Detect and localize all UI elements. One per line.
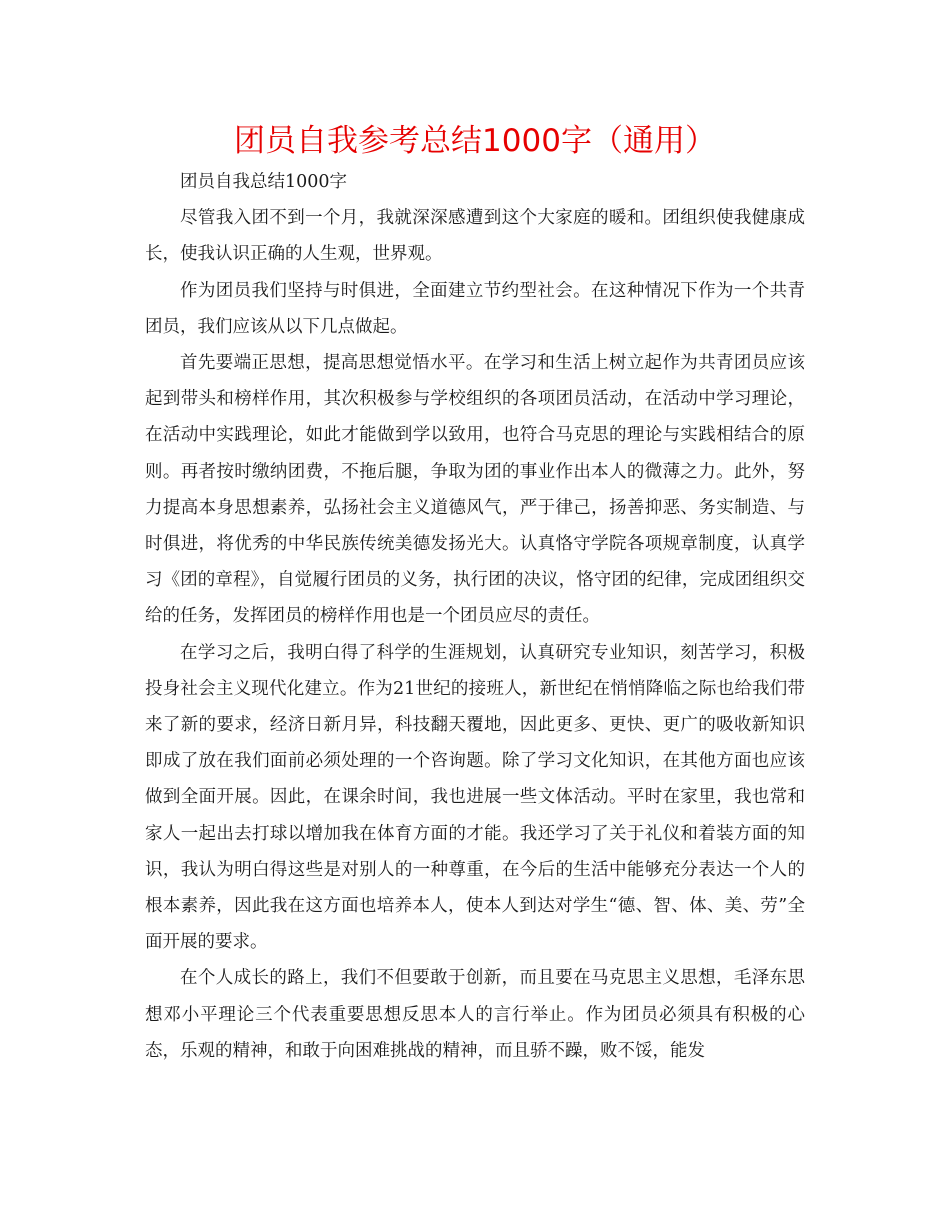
paragraph-1: 尽管我入团不到一个月，我就深深感遭到这个大家庭的暖和。团组织使我健康成长，使我认识正确的人生观，世界观。	[145, 208, 805, 265]
document-subtitle: 团员自我总结1000字	[180, 172, 348, 192]
document-title: 团员自我参考总结1000字（通用）	[234, 123, 716, 159]
document-page	[145, 118, 805, 1069]
paragraph-4: 在学习之后，我明白得了科学的生涯规划，认真研究专业知识，刻苦学习，积极投身社会主义现代化建立。作为21世纪的接班人，新世纪在悄悄降临之际也给我们带来了新的要求，经济日新月异，科技翻天覆地，因此更多、更快、更广的吸收新知识即成了放在我们面前必须处理的一个咨询题。除了学习文化知识，在其他方面也应该做到全面开展。因此，在课余时间，我也进展一些文体活动。平时在家里，我也常和家人一起出去打球以增加我在体育方面的才能。我还学习了关于礼仪和着装方面的知识，我认为明白得这些是对别人的一种尊重，在今后的生活中能够充分表达一个人的根本素养，因此我在这方面也培养本人，使本人到达对学生“德、智、体、美、劳”全面开展的要求。	[145, 642, 805, 953]
paragraph-5: 在个人成长的路上，我们不但要敢于创新，而且要在马克思主义思想，毛泽东思想邓小平理论三个代表重要思想反思本人的言行举止。作为团员必须具有积极的心态，乐观的精神，和敢于向困难挑战的精神，而且骄不躁，败不馁，能发	[145, 968, 805, 1061]
paragraph-2: 作为团员我们坚持与时俱进，全面建立节约型社会。在这种情况下作为一个共青团员，我们应该从以下几点做起。	[145, 280, 805, 337]
paragraph-3: 首先要端正思想，提高思想觉悟水平。在学习和生活上树立起作为共青团员应该起到带头和榜样作用，其次积极参与学校组织的各项团员活动，在活动中学习理论，在活动中实践理论，如此才能做到学以致用，也符合马克思的理论与实践相结合的原则。再者按时缴纳团费，不拖后腿，争取为团的事业作出本人的微薄之力。此外，努力提高本身思想素养，弘扬社会主义道德风气，严于律己，扬善抑恶、务实制造、与时俱进，将优秀的中华民族传统美德发扬光大。认真恪守学院各项规章制度，认真学习《团的章程》，自觉履行团员的义务，执行团的决议，恪守团的纪律，完成团组织交给的任务，发挥团员的榜样作用也是一个团员应尽的责任。	[145, 353, 805, 627]
